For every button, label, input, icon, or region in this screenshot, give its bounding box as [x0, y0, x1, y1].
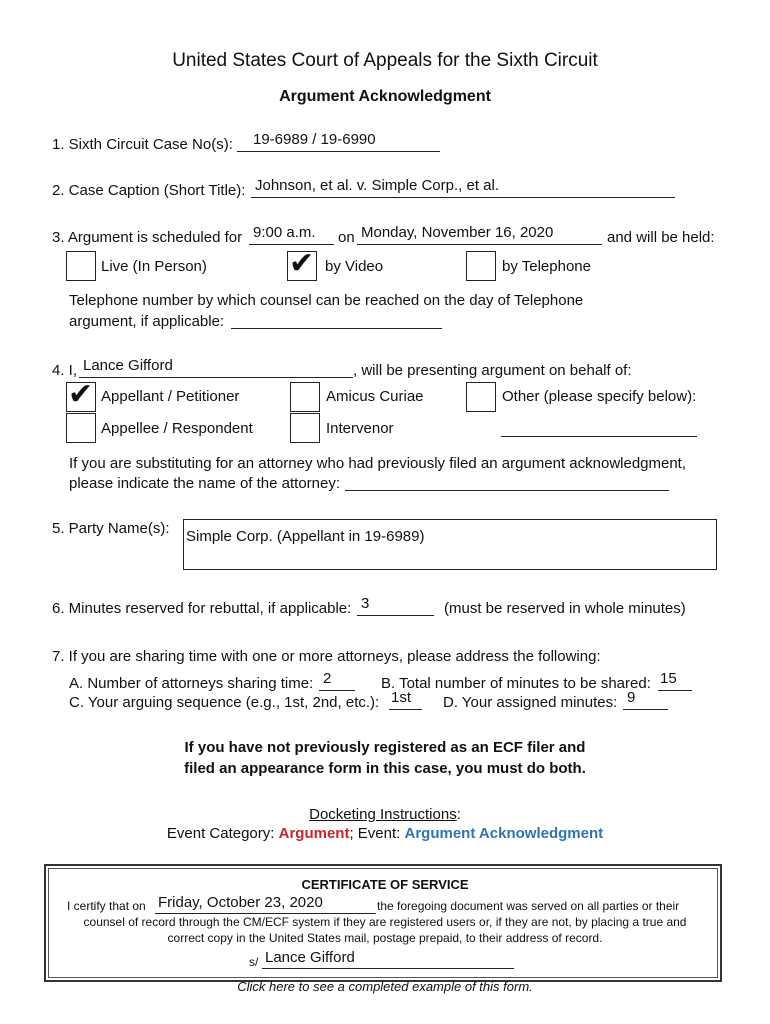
sharing-b-value: 15	[660, 670, 677, 687]
certificate-line2: counsel of record through the CM/ECF system if they are registered users or, if they are not, by placing a true and	[83, 915, 687, 929]
check-icon: ✔	[289, 246, 315, 281]
sharing-d-value: 9	[627, 689, 636, 706]
docketing-title-text: Docketing Instructions	[309, 806, 457, 823]
live-checkbox[interactable]	[66, 251, 96, 281]
substitute-attorney-field[interactable]	[345, 472, 669, 491]
party-name-label: 5. Party Name(s):	[52, 520, 170, 537]
appellee-checkbox[interactable]	[66, 413, 96, 443]
schedule-date-value: Monday, November 16, 2020	[361, 224, 554, 241]
schedule-date-field[interactable]	[357, 226, 602, 245]
phone-checkbox[interactable]	[466, 251, 496, 281]
completed-example-link[interactable]: Click here to see a completed example of this form.	[237, 979, 533, 994]
case-number-field[interactable]	[237, 133, 440, 152]
certificate-date-field[interactable]	[155, 895, 376, 914]
rebuttal-value: 3	[361, 595, 370, 612]
sharing-c-field[interactable]	[389, 691, 422, 710]
case-number-label: 1. Sixth Circuit Case No(s):	[52, 136, 233, 153]
case-caption-value: Johnson, et al. v. Simple Corp., et al.	[255, 177, 500, 194]
phone-label: by Telephone	[502, 258, 591, 275]
phone-note-line1: Telephone number by which counsel can be reached on the day of Telephone	[69, 292, 584, 309]
appellee-label: Appellee / Respondent	[101, 420, 253, 437]
case-caption-field[interactable]	[251, 179, 675, 198]
page-title: United States Court of Appeals for the Sixth Circuit	[172, 50, 598, 71]
schedule-time-field[interactable]	[249, 226, 334, 245]
check-icon: ✔	[68, 377, 94, 412]
sharing-c-value: 1st	[391, 689, 412, 706]
event-category-label: Event Category:	[166, 825, 275, 842]
other-specify-field[interactable]	[501, 420, 697, 437]
party-name-value: Simple Corp. (Appellant in 19-6989)	[186, 528, 425, 545]
docketing-event-line	[0, 825, 770, 842]
ecf-notice-line2: filed an appearance form in this case, you must do both.	[184, 760, 586, 777]
certificate-post: the foregoing document was served on all parties or their	[377, 899, 680, 913]
rebuttal-field[interactable]	[357, 597, 434, 616]
appellant-checkbox[interactable]	[66, 377, 96, 412]
certificate-line3: correct copy in the United States mail, postage prepaid, to their address of record.	[167, 931, 603, 945]
sharing-d-label: D. Your assigned minutes:	[443, 694, 618, 711]
intervenor-checkbox[interactable]	[290, 413, 320, 443]
certificate-title: CERTIFICATE OF SERVICE	[301, 877, 469, 892]
sharing-b-label: B. Total number of minutes to be shared:	[381, 675, 651, 692]
certificate-pre: I certify that on	[67, 899, 146, 913]
event-separator: ; Event:	[349, 825, 401, 842]
phone-note-line2: argument, if applicable:	[69, 313, 225, 330]
docketing-title	[0, 806, 770, 823]
sharing-c-label: C. Your arguing sequence (e.g., 1st, 2nd, etc.):	[69, 694, 380, 711]
sharing-label: 7. If you are sharing time with one or more attorneys, please address the following:	[52, 648, 601, 665]
presenter-name-value: Lance Gifford	[83, 357, 173, 374]
other-label: Other (please specify below):	[502, 388, 697, 405]
appellant-label: Appellant / Petitioner	[101, 388, 240, 405]
schedule-time-value: 9:00 a.m.	[253, 224, 316, 241]
presenter-tail-label: , will be presenting argument on behalf of:	[353, 362, 632, 379]
form-subtitle: Argument Acknowledgment	[279, 88, 491, 105]
case-caption-label: 2. Case Caption (Short Title):	[52, 182, 246, 199]
rebuttal-tail: (must be reserved in whole minutes)	[444, 600, 686, 617]
presenter-label: 4. I,	[52, 362, 78, 379]
video-label: by Video	[325, 258, 384, 275]
certificate-date-value: Friday, October 23, 2020	[158, 894, 323, 911]
sharing-b-field[interactable]	[658, 672, 692, 691]
other-checkbox[interactable]	[466, 382, 496, 412]
signature-field[interactable]	[262, 950, 514, 969]
signature-prefix: s/	[249, 955, 259, 969]
schedule-tail-label: and will be held:	[607, 229, 715, 246]
party-name-box[interactable]	[183, 519, 717, 570]
phone-number-field[interactable]	[231, 310, 442, 329]
substitute-line1: If you are substituting for an attorney who had previously filed an argument acknowledgment,	[69, 455, 687, 472]
ecf-notice-line1: If you have not previously registered as an ECF filer and	[184, 739, 586, 756]
amicus-label: Amicus Curiae	[326, 388, 424, 405]
intervenor-label: Intervenor	[326, 420, 394, 437]
schedule-label: 3. Argument is scheduled for	[52, 229, 243, 246]
amicus-checkbox[interactable]	[290, 382, 320, 412]
case-number-value: 19-6989 / 19-6990	[253, 131, 376, 148]
sharing-a-field[interactable]	[319, 672, 355, 691]
sharing-a-label: A. Number of attorneys sharing time:	[69, 675, 314, 692]
schedule-on-label: on	[338, 229, 355, 246]
signature-name: Lance Gifford	[265, 949, 355, 966]
event-category-value: Argument	[278, 825, 350, 842]
sharing-d-field[interactable]	[623, 691, 668, 710]
presenter-name-field[interactable]	[79, 359, 353, 378]
substitute-line2: please indicate the name of the attorney:	[69, 475, 341, 492]
video-checkbox[interactable]	[287, 246, 317, 281]
event-value: Argument Acknowledgment	[404, 825, 604, 842]
sharing-a-value: 2	[323, 670, 332, 687]
rebuttal-label: 6. Minutes reserved for rebuttal, if applicable:	[52, 600, 352, 617]
live-label: Live (In Person)	[101, 258, 207, 275]
docketing-colon: :	[456, 806, 461, 823]
